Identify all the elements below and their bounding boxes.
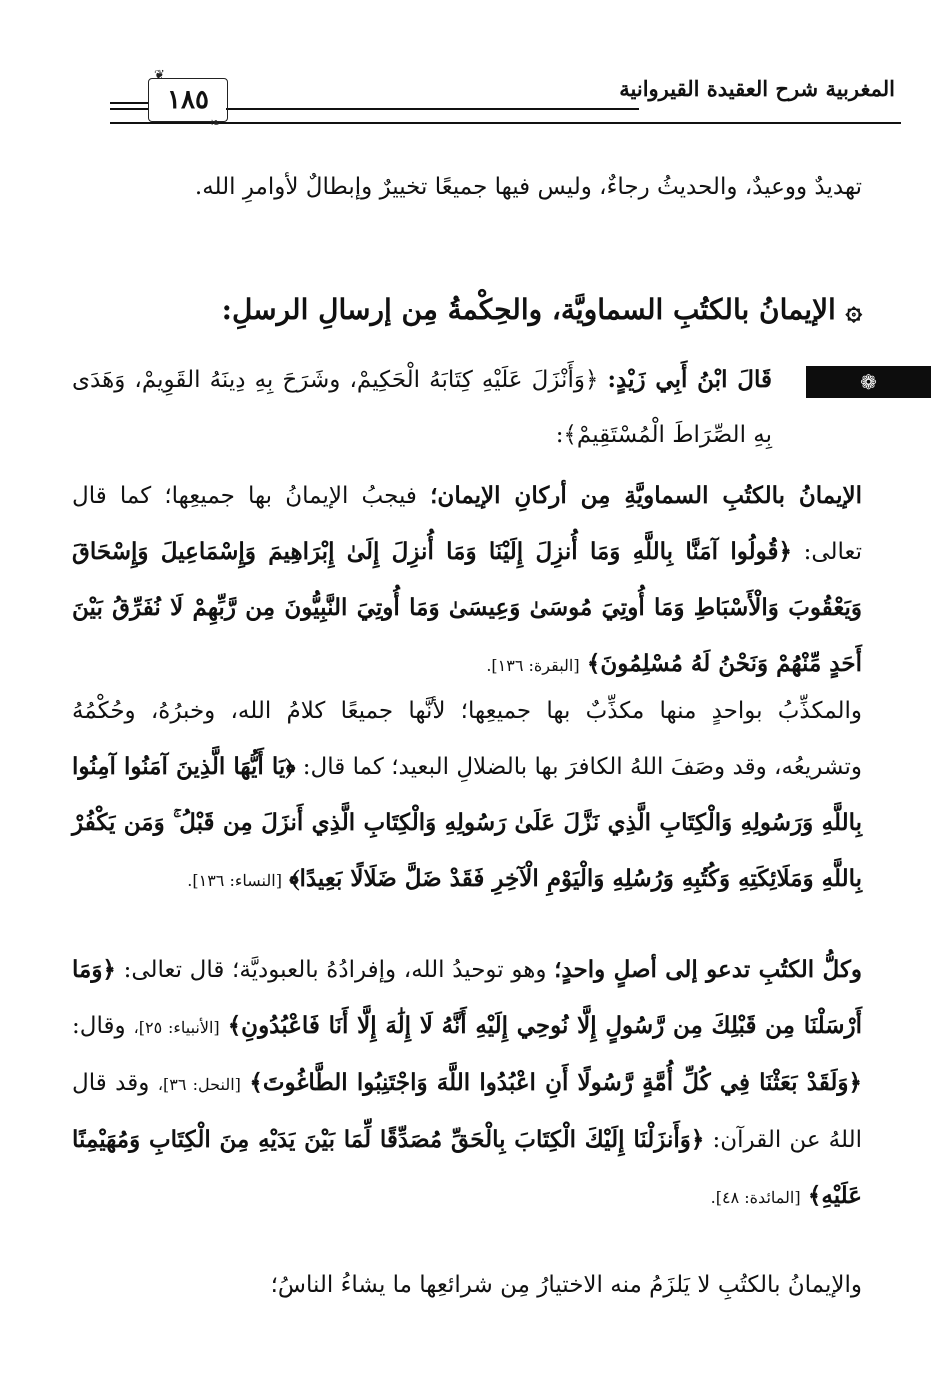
- paragraph-text: والمكذِّبُ بواحدٍ منها مكذِّبٌ بها جميعِها؛ لأنَّها جميعًا كلامُ الله، وخبرُهُ، وحُكْمُهُ وتشريعُه، وقد وصَفَ اللهُ الكافرَ بها بالضلالِ البعيد؛ كما قال:: [72, 698, 862, 780]
- quran-reference: [النحل: ٣٦]،: [157, 1075, 241, 1094]
- paragraph-text: وهو توحيدُ الله، وإفرادُهُ بالعبوديَّة؛ قال تعالى:: [123, 957, 547, 983]
- page-header: [110, 66, 901, 131]
- header-rule-mid: [226, 108, 639, 110]
- paragraph-text: وقد قال اللهُ عن القرآن:: [72, 1070, 863, 1153]
- ornament-icon: ❦: [154, 68, 165, 83]
- quote-text: ﴿وَأَنْزَلَ عَلَيْهِ كِتَابَهُ الْحَكِيمْ، وشَرَحَ بِهِ دِينَهُ القَوِيمْ، وَهَدَى بِهِ الصِّرَاطَ الْمُسْتَقِيمْ﴾:: [72, 367, 772, 448]
- quran-reference: [النساء: ١٣٦].: [187, 871, 282, 890]
- paragraph-3: [72, 468, 862, 693]
- bold-lead: الإيمانُ بالكتُبِ السماويَّةِ مِن أركانِ الإيمان؛: [430, 482, 862, 509]
- header-rule-left: [110, 102, 148, 104]
- paragraph-5: [72, 942, 862, 1225]
- quran-quote: ﴿يَا أَيُّهَا الَّذِينَ آمَنُوا آمِنُوا بِاللَّهِ وَرَسُولِهِ وَالْكِتَابِ الَّذِي نَزَّلَ عَلَىٰ رَسُولِهِ وَالْكِتَابِ الَّذِي أَنزَلَ مِن قَبْلُ ۚ وَمَن يَكْفُرْ بِاللَّهِ وَمَلَائِكَتِهِ وَكُتُبِهِ وَرُسُلِهِ وَالْيَوْمِ الْآخِرِ فَقَدْ ضَلَّ ضَلَالًا بَعِيدًا﴾: [72, 753, 862, 892]
- heading-ornament-icon: ۞: [835, 293, 862, 326]
- header-rule: [110, 122, 901, 124]
- quran-quote: ﴿وَلَقَدْ بَعَثْنَا فِي كُلِّ أُمَّةٍ رَّسُولًا أَنِ اعْبُدُوا اللَّهَ وَاجْتَنِبُوا الطَّاغُوتَ﴾: [249, 1069, 862, 1096]
- flower-icon: ❁: [860, 370, 877, 394]
- heading-label: الإيمانُ بالكتُبِ السماويَّة، والحِكْمةُ مِن إرسالِ الرسلِ:: [221, 293, 836, 326]
- quote-intro: قَالَ ابْنُ أَبِي زَيْدٍ:: [607, 366, 772, 393]
- paragraph-text: وقال:: [72, 1013, 126, 1039]
- paragraph-6: [72, 1258, 862, 1313]
- book-title: المغربية شرح العقيدة القيروانية: [619, 76, 895, 101]
- section-heading: [72, 280, 862, 340]
- quote-marker: [806, 366, 931, 398]
- paragraph-text: فيجبُ الإيمانُ بها جميعِها؛ كما قال تعالى:: [72, 483, 863, 565]
- heading-text: [72, 280, 862, 340]
- quran-quote: ﴿قُولُوا آمَنَّا بِاللَّهِ وَمَا أُنزِلَ إِلَيْنَا وَمَا أُنزِلَ إِلَىٰ إِبْرَاهِيمَ وَإِسْمَاعِيلَ وَإِسْحَاقَ وَيَعْقُوبَ وَالْأَسْبَاطِ وَمَا أُوتِيَ مُوسَىٰ وَعِيسَىٰ وَمَا أُوتِيَ النَّبِيُّونَ مِن رَّبِّهِمْ لَا نُفَرِّقُ بَيْنَ أَحَدٍ مِّنْهُمْ وَنَحْنُ لَهُ مُسْلِمُونَ﴾: [72, 538, 862, 677]
- page-number: [148, 78, 228, 122]
- quran-reference: [البقرة: ١٣٦].: [486, 656, 580, 675]
- paragraph-text: تهديدٌ ووعيدٌ، والحديثُ رجاءٌ، وليس فيها جميعًا تخييرٌ وإبطالٌ لأوامرِ الله.: [194, 174, 862, 200]
- paragraph-text: والإيمانُ بالكتُبِ لا يَلزَمُ منه الاختيارُ مِن شرائعِها ما يشاءُ الناسُ؛: [270, 1272, 862, 1298]
- quran-quote: ﴿وَمَا أَرْسَلْنَا مِن قَبْلِكَ مِن رَّسُولٍ إِلَّا نُوحِي إِلَيْهِ أَنَّهُ لَا إِلَٰهَ إِلَّا أَنَا فَاعْبُدُونِ﴾: [72, 956, 863, 1039]
- quran-reference: [الأنبياء: ٢٥]،: [133, 1018, 220, 1037]
- author-quote: [72, 352, 772, 463]
- quran-reference: [المائدة: ٤٨].: [710, 1188, 801, 1207]
- ornament-icon: ❧: [210, 116, 221, 131]
- quran-quote: ﴿وَأَنزَلْنَا إِلَيْكَ الْكِتَابَ بِالْحَقِّ مُصَدِّقًا لِّمَا بَيْنَ يَدَيْهِ مِنَ الْكِتَابِ وَمُهَيْمِنًا عَلَيْهِ﴾: [72, 1126, 862, 1209]
- paragraph-1: [72, 160, 862, 215]
- bold-lead: وكلُّ الكتُبِ تدعو إلى أصلٍ واحدٍ؛: [554, 956, 863, 983]
- page-number-text: ١٨٥: [167, 85, 209, 115]
- header-rule-left-2: [110, 108, 148, 110]
- paragraph-4: [72, 684, 862, 908]
